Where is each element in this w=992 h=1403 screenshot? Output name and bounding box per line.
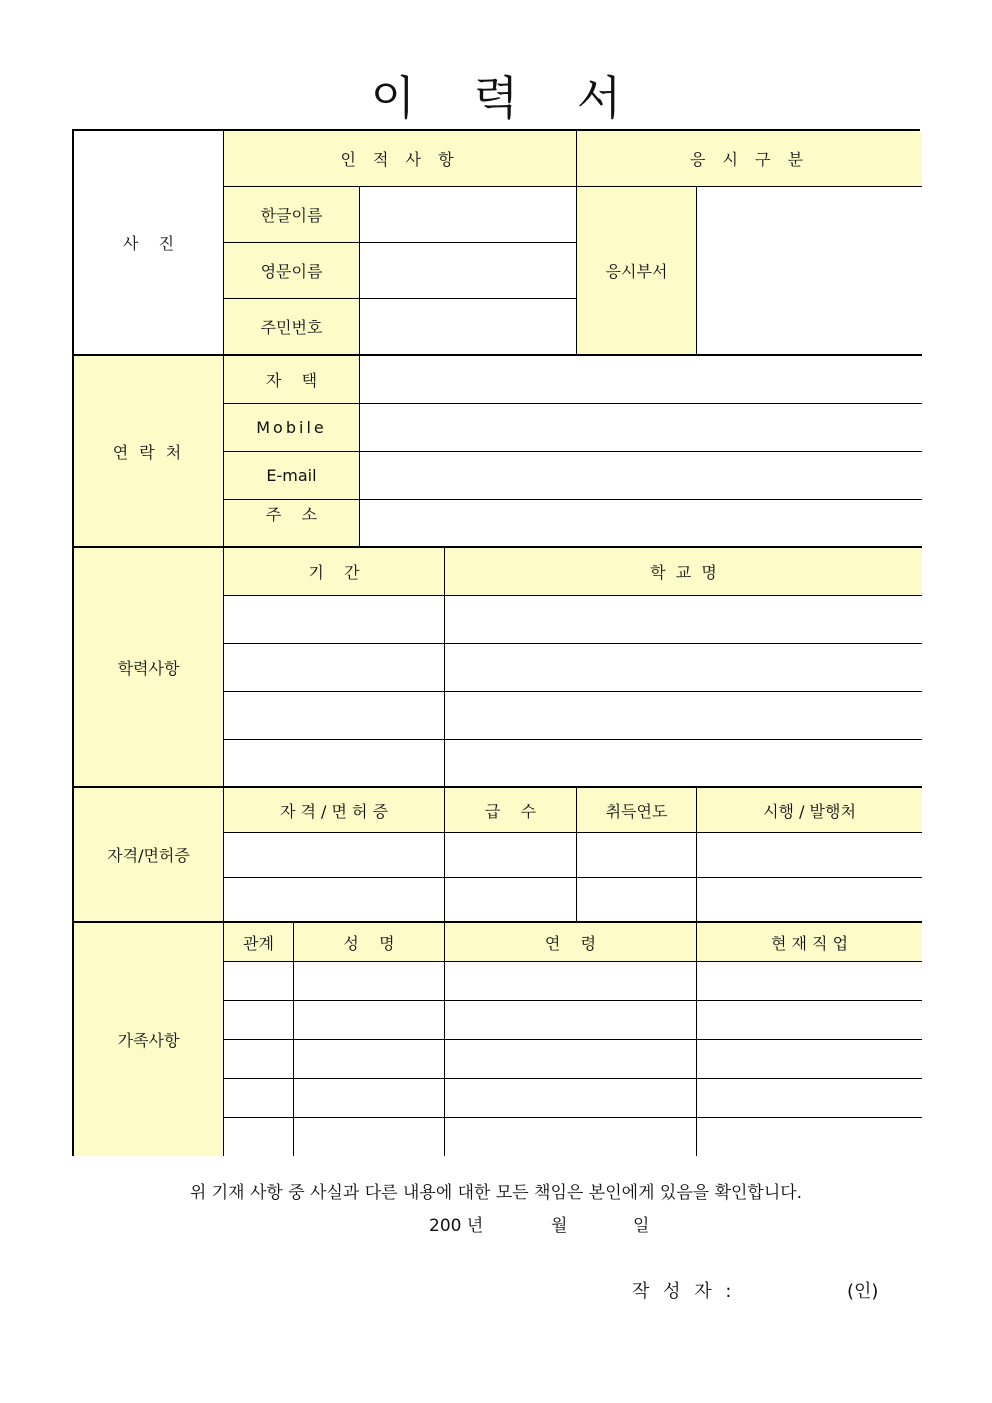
family-age-cell[interactable]: [445, 1001, 697, 1040]
address-label: 주 소: [224, 500, 360, 548]
family-relation-header: 관계: [224, 923, 294, 962]
family-age-cell[interactable]: [445, 1118, 697, 1156]
mobile-label: Mobile: [224, 404, 360, 452]
mobile-field[interactable]: [360, 404, 922, 452]
korean-name-label: 한글이름: [224, 187, 360, 243]
license-year-cell[interactable]: [577, 878, 697, 923]
education-period-cell[interactable]: [224, 740, 445, 788]
family-name-cell[interactable]: [294, 1001, 445, 1040]
family-relation-cell[interactable]: [224, 1118, 294, 1156]
education-period-cell[interactable]: [224, 644, 445, 692]
resume-form: [72, 129, 920, 1156]
email-field[interactable]: [360, 452, 922, 500]
education-period-cell[interactable]: [224, 596, 445, 644]
contact-label: 연 락 처: [74, 356, 224, 548]
license-name-header: 자 격 / 면 허 증: [224, 788, 445, 833]
license-name-cell[interactable]: [224, 833, 445, 878]
license-year-cell[interactable]: [577, 833, 697, 878]
family-relation-cell[interactable]: [224, 1079, 294, 1118]
education-school-cell[interactable]: [445, 596, 922, 644]
family-job-header: 현 재 직 업: [697, 923, 922, 962]
family-job-cell[interactable]: [697, 1040, 922, 1079]
family-name-cell[interactable]: [294, 1118, 445, 1156]
license-grade-cell[interactable]: [445, 878, 577, 923]
photo-label: 사 진: [122, 234, 175, 253]
date-day: 일: [633, 1216, 650, 1236]
resident-number-field[interactable]: [360, 299, 577, 356]
license-grade-cell[interactable]: [445, 833, 577, 878]
license-name-cell[interactable]: [224, 878, 445, 923]
family-age-header: 연 령: [445, 923, 697, 962]
title-char-1: 이: [370, 71, 416, 125]
family-name-cell[interactable]: [294, 962, 445, 1001]
education-school-cell[interactable]: [445, 740, 922, 788]
family-age-cell[interactable]: [445, 1079, 697, 1118]
author-line: [0, 1277, 992, 1303]
license-issuer-cell[interactable]: [697, 833, 922, 878]
seal-mark[interactable]: (인): [847, 1281, 879, 1302]
apply-dept-field[interactable]: [697, 187, 922, 356]
english-name-label: 영문이름: [224, 243, 360, 299]
title-char-2: 력: [473, 71, 519, 125]
family-relation-cell[interactable]: [224, 962, 294, 1001]
email-label: E-mail: [224, 452, 360, 500]
education-label: 학력사항: [74, 548, 224, 788]
license-issuer-header: 시행 / 발행처: [697, 788, 922, 833]
title-char-3: 서: [576, 71, 622, 125]
family-relation-cell[interactable]: [224, 1001, 294, 1040]
education-period-header: 기 간: [224, 548, 445, 596]
education-school-header: 학 교 명: [445, 548, 922, 596]
family-name-cell[interactable]: [294, 1040, 445, 1079]
family-age-cell[interactable]: [445, 962, 697, 1001]
license-grade-header: 급 수: [445, 788, 577, 833]
confirmation-statement: 위 기재 사항 중 사실과 다른 내용에 대한 모든 책임은 본인에게 있음을 확인합니다.: [189, 1183, 803, 1203]
family-name-header: 성 명: [294, 923, 445, 962]
date-year: 200 년: [429, 1216, 484, 1236]
family-name-cell[interactable]: [294, 1079, 445, 1118]
family-age-cell[interactable]: [445, 1040, 697, 1079]
education-period-cell[interactable]: [224, 692, 445, 740]
family-job-cell[interactable]: [697, 1001, 922, 1040]
date-month: 월: [551, 1216, 568, 1236]
license-label: 자격/면허증: [74, 788, 224, 923]
english-name-field[interactable]: [360, 243, 577, 299]
license-year-header: 취득연도: [577, 788, 697, 833]
resident-number-label: 주민번호: [224, 299, 360, 356]
license-issuer-cell[interactable]: [697, 878, 922, 923]
korean-name-field[interactable]: [360, 187, 577, 243]
family-job-cell[interactable]: [697, 1079, 922, 1118]
education-school-cell[interactable]: [445, 692, 922, 740]
page-title: [0, 62, 992, 128]
home-phone-label: 자 택: [224, 356, 360, 404]
family-job-cell[interactable]: [697, 962, 922, 1001]
education-school-cell[interactable]: [445, 644, 922, 692]
family-label: 가족사항: [74, 923, 224, 1156]
personal-header: 인 적 사 항: [224, 131, 577, 187]
family-job-cell[interactable]: [697, 1118, 922, 1156]
family-relation-cell[interactable]: [224, 1040, 294, 1079]
author-label: 작 성 자 :: [632, 1281, 736, 1302]
apply-dept-label: 응시부서: [577, 187, 697, 356]
home-phone-field[interactable]: [360, 356, 922, 404]
photo-box[interactable]: [74, 131, 224, 356]
date-line: [0, 1211, 992, 1235]
apply-header: 응 시 구 분: [577, 131, 922, 187]
address-field[interactable]: [360, 500, 922, 548]
